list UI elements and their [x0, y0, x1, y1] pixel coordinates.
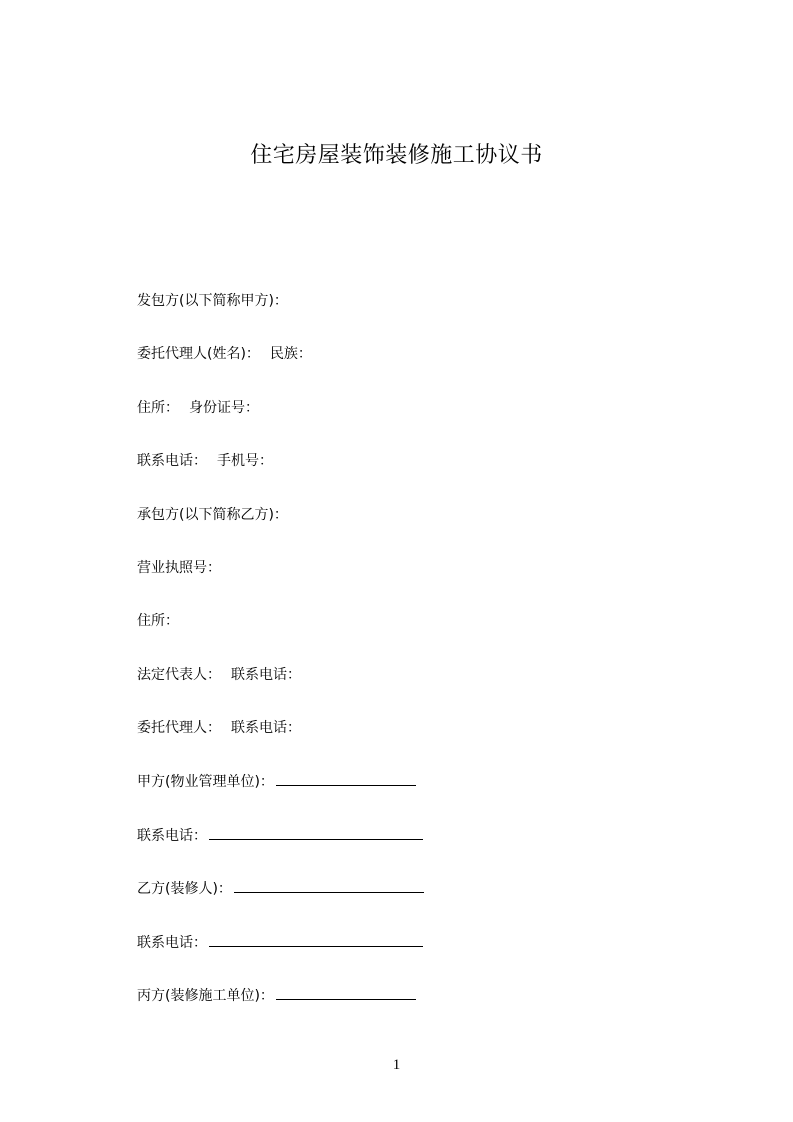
contractor-address-label: 住所： [137, 613, 179, 629]
party-c-line [137, 985, 416, 1006]
contractor-address-line [137, 611, 179, 631]
party-a-label: 甲方(物业管理单位)： [137, 774, 274, 790]
agent-name-label: 委托代理人(姓名)： [137, 346, 260, 362]
contractor-label: 承包方(以下简称乙方)： [137, 507, 288, 523]
party-a-line [137, 771, 416, 792]
address-label: 住所： [137, 400, 179, 416]
address-id-line [137, 398, 259, 418]
business-license-line [137, 558, 221, 578]
employer-line [137, 291, 288, 311]
party-a-phone-line [137, 825, 423, 846]
agent2-phone-label: 联系电话： [231, 720, 301, 736]
party-b-label: 乙方(装修人)： [137, 881, 232, 897]
document-title: 住宅房屋装饰装修施工协议书 [250, 143, 543, 168]
phone-mobile-line [137, 451, 273, 471]
party-c-label: 丙方(装修施工单位)： [137, 988, 274, 1004]
party-a-blank[interactable] [276, 771, 416, 786]
ethnicity-label: 民族： [269, 346, 312, 362]
page-number: 1 [392, 1057, 401, 1073]
party-b-line [137, 878, 424, 899]
employer-label: 发包方(以下简称甲方)： [137, 293, 288, 309]
party-b-blank[interactable] [234, 878, 424, 893]
agent-line [137, 344, 312, 364]
agent2-line [137, 718, 301, 738]
party-c-blank[interactable] [276, 985, 416, 1000]
business-license-label: 营业执照号： [137, 560, 221, 576]
legal-rep-label: 法定代表人： [137, 667, 221, 683]
mobile-label: 手机号： [217, 453, 273, 469]
party-a-phone-label: 联系电话： [137, 828, 207, 844]
agent2-label: 委托代理人： [137, 720, 221, 736]
legal-rep-phone-label: 联系电话： [231, 667, 301, 683]
id-number-label: 身份证号： [189, 400, 259, 416]
party-b-phone-blank[interactable] [209, 932, 423, 947]
legal-rep-line [137, 665, 301, 685]
party-b-phone-label: 联系电话： [137, 935, 207, 951]
party-a-phone-blank[interactable] [209, 825, 423, 840]
contractor-line [137, 505, 288, 525]
party-b-phone-line [137, 932, 423, 953]
phone-label: 联系电话： [137, 453, 207, 469]
